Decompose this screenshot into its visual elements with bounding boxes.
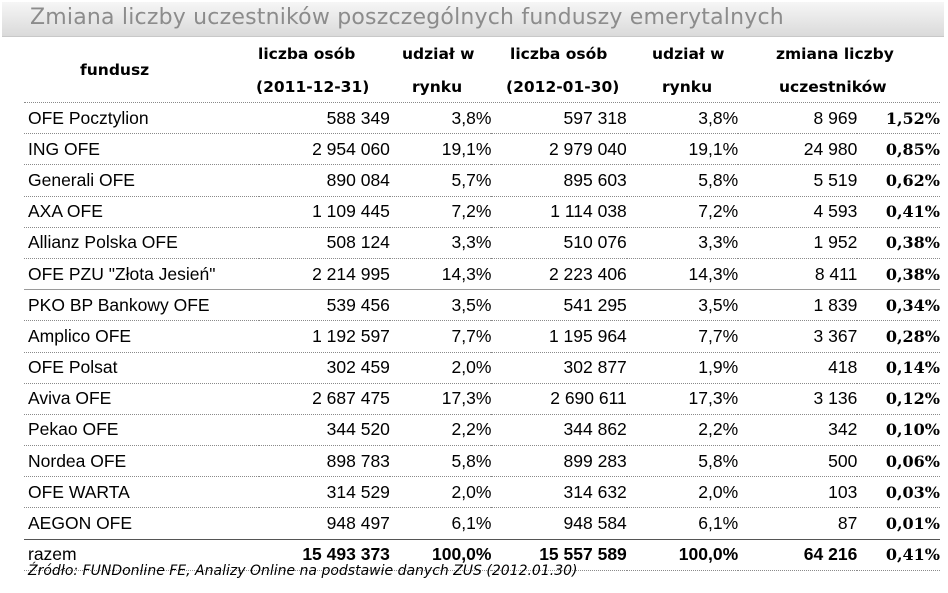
share-2012-cell: 14,3%	[627, 258, 738, 289]
count-2011-cell: 2 954 060	[259, 134, 389, 165]
change-percent-cell: 0,41%	[857, 539, 940, 570]
count-2011-cell: 890 084	[259, 165, 389, 196]
table-row	[24, 477, 940, 508]
table-row	[24, 290, 940, 321]
share-2011-cell: 100,0%	[390, 539, 491, 570]
count-2011-cell: 2 214 995	[259, 258, 389, 289]
share-2012-cell: 2,2%	[627, 414, 738, 445]
header-count1-line2: (2011-12-31)	[256, 78, 370, 96]
share-2011-cell: 19,1%	[390, 134, 491, 165]
change-count-cell: 342	[738, 414, 857, 445]
page-title: Zmiana liczby uczestników poszczególnych funduszy emerytalnych	[30, 5, 784, 30]
count-2012-cell: 2 223 406	[491, 258, 626, 289]
count-2011-cell: 2 687 475	[259, 383, 389, 414]
count-2012-cell: 597 318	[491, 103, 626, 134]
header-share1-line2: rynku	[412, 78, 463, 96]
change-percent-cell: 0,10%	[857, 414, 940, 445]
header-share1-line1: udział w	[402, 45, 475, 63]
share-2011-cell: 6,1%	[390, 508, 491, 539]
fund-name-cell: Allianz Polska OFE	[24, 227, 259, 258]
change-count-cell: 64 216	[738, 539, 857, 570]
share-2011-cell: 2,2%	[390, 414, 491, 445]
funds-table	[24, 103, 940, 571]
header-count2-line1: liczba osób	[510, 45, 608, 63]
change-count-cell: 24 980	[738, 134, 857, 165]
share-2011-cell: 2,0%	[390, 477, 491, 508]
count-2011-cell: 508 124	[259, 227, 389, 258]
count-2011-cell: 15 493 373	[259, 539, 389, 570]
change-count-cell: 418	[738, 352, 857, 383]
share-2011-cell: 17,3%	[390, 383, 491, 414]
change-count-cell: 87	[738, 508, 857, 539]
count-2011-cell: 898 783	[259, 446, 389, 477]
change-percent-cell: 0,28%	[857, 321, 940, 352]
change-count-cell: 8 411	[738, 258, 857, 289]
fund-name-cell: Pekao OFE	[24, 414, 259, 445]
fund-name-cell: OFE WARTA	[24, 477, 259, 508]
share-2012-cell: 1,9%	[627, 352, 738, 383]
change-count-cell: 8 969	[738, 103, 857, 134]
share-2011-cell: 7,2%	[390, 196, 491, 227]
table-row	[24, 196, 940, 227]
header-count2-line2: (2012-01-30)	[506, 78, 620, 96]
table-row	[24, 446, 940, 477]
fund-name-cell: AXA OFE	[24, 196, 259, 227]
count-2011-cell: 302 459	[259, 352, 389, 383]
header-fund: fundusz	[80, 61, 150, 79]
count-2012-cell: 314 632	[491, 477, 626, 508]
fund-name-cell: Amplico OFE	[24, 321, 259, 352]
share-2012-cell: 5,8%	[627, 165, 738, 196]
share-2012-cell: 6,1%	[627, 508, 738, 539]
fund-name-cell: Aviva OFE	[24, 383, 259, 414]
share-2012-cell: 3,8%	[627, 103, 738, 134]
count-2011-cell: 588 349	[259, 103, 389, 134]
fund-name-cell: ING OFE	[24, 134, 259, 165]
table-row	[24, 165, 940, 196]
change-count-cell: 1 839	[738, 290, 857, 321]
share-2011-cell: 5,7%	[390, 165, 491, 196]
share-2011-cell: 3,8%	[390, 103, 491, 134]
change-count-cell: 103	[738, 477, 857, 508]
change-percent-cell: 0,01%	[857, 508, 940, 539]
share-2011-cell: 14,3%	[390, 258, 491, 289]
header-share2-line2: rynku	[662, 78, 713, 96]
count-2011-cell: 948 497	[259, 508, 389, 539]
share-2012-cell: 3,5%	[627, 290, 738, 321]
header-count1-line1: liczba osób	[258, 45, 356, 63]
share-2011-cell: 2,0%	[390, 352, 491, 383]
count-2012-cell: 15 557 589	[491, 539, 626, 570]
count-2012-cell: 1 195 964	[491, 321, 626, 352]
share-2012-cell: 17,3%	[627, 383, 738, 414]
title-bar	[2, 2, 944, 37]
header-change-line2: uczestników	[779, 78, 887, 96]
table-row	[24, 134, 940, 165]
fund-name-cell: OFE Polsat	[24, 352, 259, 383]
count-2011-cell: 1 109 445	[259, 196, 389, 227]
share-2012-cell: 3,3%	[627, 227, 738, 258]
fund-name-cell: OFE Pocztylion	[24, 103, 259, 134]
change-percent-cell: 0,34%	[857, 290, 940, 321]
count-2012-cell: 899 283	[491, 446, 626, 477]
source-note: Źródło: FUNDonline FE, Analizy Online na podstawie danych ZUS (2012.01.30)	[28, 563, 578, 579]
share-2011-cell: 5,8%	[390, 446, 491, 477]
table-row	[24, 103, 940, 134]
share-2012-cell: 7,7%	[627, 321, 738, 352]
header-change-line1: zmiana liczby	[776, 45, 894, 63]
change-percent-cell: 0,03%	[857, 477, 940, 508]
fund-name-cell: Nordea OFE	[24, 446, 259, 477]
count-2012-cell: 948 584	[491, 508, 626, 539]
share-2011-cell: 7,7%	[390, 321, 491, 352]
change-count-cell: 500	[738, 446, 857, 477]
count-2012-cell: 510 076	[491, 227, 626, 258]
share-2012-cell: 2,0%	[627, 477, 738, 508]
table-row	[24, 227, 940, 258]
fund-name-cell: PKO BP Bankowy OFE	[24, 290, 259, 321]
fund-name-cell: AEGON OFE	[24, 508, 259, 539]
change-count-cell: 4 593	[738, 196, 857, 227]
count-2012-cell: 541 295	[491, 290, 626, 321]
count-2011-cell: 314 529	[259, 477, 389, 508]
fund-name-cell: OFE PZU "Złota Jesień"	[24, 258, 259, 289]
change-count-cell: 3 367	[738, 321, 857, 352]
table-row	[24, 414, 940, 445]
share-2012-cell: 5,8%	[627, 446, 738, 477]
count-2012-cell: 302 877	[491, 352, 626, 383]
count-2012-cell: 895 603	[491, 165, 626, 196]
count-2012-cell: 1 114 038	[491, 196, 626, 227]
fund-name-cell: Generali OFE	[24, 165, 259, 196]
change-percent-cell: 0,62%	[857, 165, 940, 196]
count-2011-cell: 344 520	[259, 414, 389, 445]
table-row	[24, 383, 940, 414]
count-2011-cell: 1 192 597	[259, 321, 389, 352]
change-percent-cell: 0,14%	[857, 352, 940, 383]
table-row	[24, 508, 940, 539]
count-2012-cell: 2 690 611	[491, 383, 626, 414]
table-row	[24, 258, 940, 289]
share-2012-cell: 7,2%	[627, 196, 738, 227]
change-percent-cell: 0,06%	[857, 446, 940, 477]
share-2011-cell: 3,5%	[390, 290, 491, 321]
change-percent-cell: 0,41%	[857, 196, 940, 227]
count-2011-cell: 539 456	[259, 290, 389, 321]
count-2012-cell: 344 862	[491, 414, 626, 445]
change-percent-cell: 0,85%	[857, 134, 940, 165]
share-2011-cell: 3,3%	[390, 227, 491, 258]
table-row	[24, 321, 940, 352]
change-count-cell: 1 952	[738, 227, 857, 258]
count-2012-cell: 2 979 040	[491, 134, 626, 165]
fund-name-cell: razem	[24, 539, 259, 570]
change-percent-cell: 0,12%	[857, 383, 940, 414]
table-row	[24, 352, 940, 383]
header-share2-line1: udział w	[652, 45, 725, 63]
change-count-cell: 5 519	[738, 165, 857, 196]
change-percent-cell: 0,38%	[857, 258, 940, 289]
share-2012-cell: 19,1%	[627, 134, 738, 165]
change-percent-cell: 0,38%	[857, 227, 940, 258]
change-count-cell: 3 136	[738, 383, 857, 414]
change-percent-cell: 1,52%	[857, 103, 940, 134]
share-2012-cell: 100,0%	[627, 539, 738, 570]
